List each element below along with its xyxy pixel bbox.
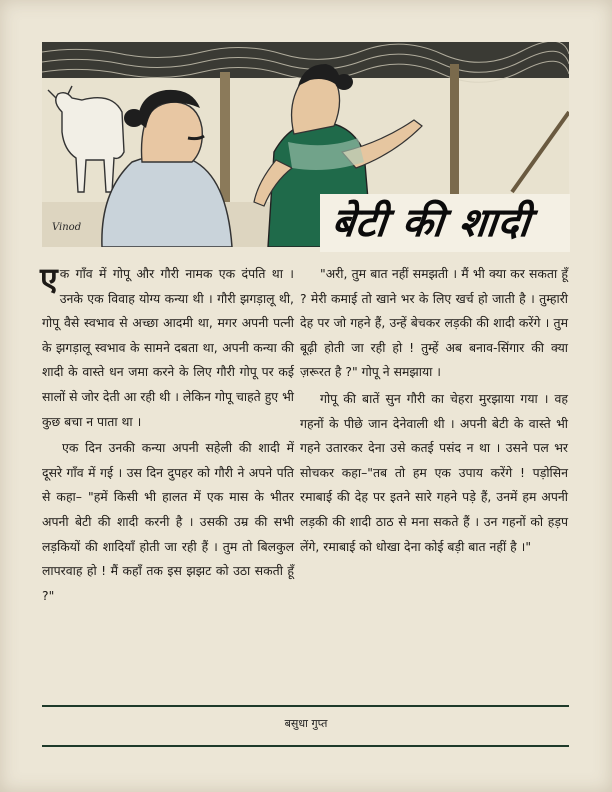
cow-drawing [48, 86, 124, 192]
paragraph: गोपू की बातें सुन गौरी का चेहरा मुरझाया गया । वह गहनों के पीछे जान देनेवाली थी । अपनी बेटी के वास्ते भी गहने उतारकर देना उसे कतई पसंद न था । उसने पल भर सोचकर कहा–"तब तो हम एक उपाय करेंगे ! पड़ोसिन रमाबाई की देह पर इतने सारे गहने पड़े हैं, उनमें हम अपनी लड़की की शादी ठाठ से मना सकते हैं । उन गहनों को हड़प लेंगे, रमाबाई को धोखा देना कोई बड़ी बात नहीं है ।" [300, 390, 568, 554]
divider-bottom [42, 745, 569, 747]
right-column [300, 262, 568, 559]
paragraph: एक दिन उनकी कन्या अपनी सहेली की शादी में दूसरे गाँव में गई । उस दिन दुपहर को गौरी ने अपने पति से कहा– "हमें किसी भी हालत में एक मास के भीतर अपनी बेटी की शादी करनी है । उसकी उम्र की सभी लड़कियों की शादियाँ होती जा रही हैं । तुम तो बिलकुल लापरवाह हो ! मैं कहाँ तक इस झझट को उठा सकती हूँ ?" [42, 440, 294, 603]
divider-top [42, 705, 569, 707]
illustrator-signature: Vinod [52, 222, 82, 233]
paragraph: एक गाँव में गोपू और गौरी नामक एक दंपति था । उनके एक विवाह योग्य कन्या थी । गौरी झगड़ालू थी, गोपू वैसे स्वभाव से अच्छा आदमी था, मगर अपनी पत्नी के झगड़ालू स्वभाव के सामने दबता था, अपनी कन्या की शादी के वास्ते धन जमा करने के लिए गौरी गोपू पर कई सालों से जोर देती आ रही थी । लेकिन गोपू चाहते हुए भी कुछ बचा न पाता था । [40, 260, 294, 429]
story-title: बेटी की शादी [329, 200, 533, 246]
left-column [42, 262, 294, 608]
paragraph: "अरी, तुम बात नहीं समझती । मैं भी क्या कर सकता हूँ ? मेरी कमाई तो खाने भर के लिए खर्च हो जाती है । तुम्हारी देह पर जो गहने हैं, उन्हें बेचकर लड़की की शादी करेंगे । तुम बूढ़ी होती जा रही हो ! तुम्हें अब बनाव-सिंगार की क्या ज़रूरत है ?" गोपू ने समझाया । [300, 266, 568, 380]
author-name: बसुधा गुप्त [284, 717, 328, 730]
drop-cap: ए [40, 260, 58, 298]
